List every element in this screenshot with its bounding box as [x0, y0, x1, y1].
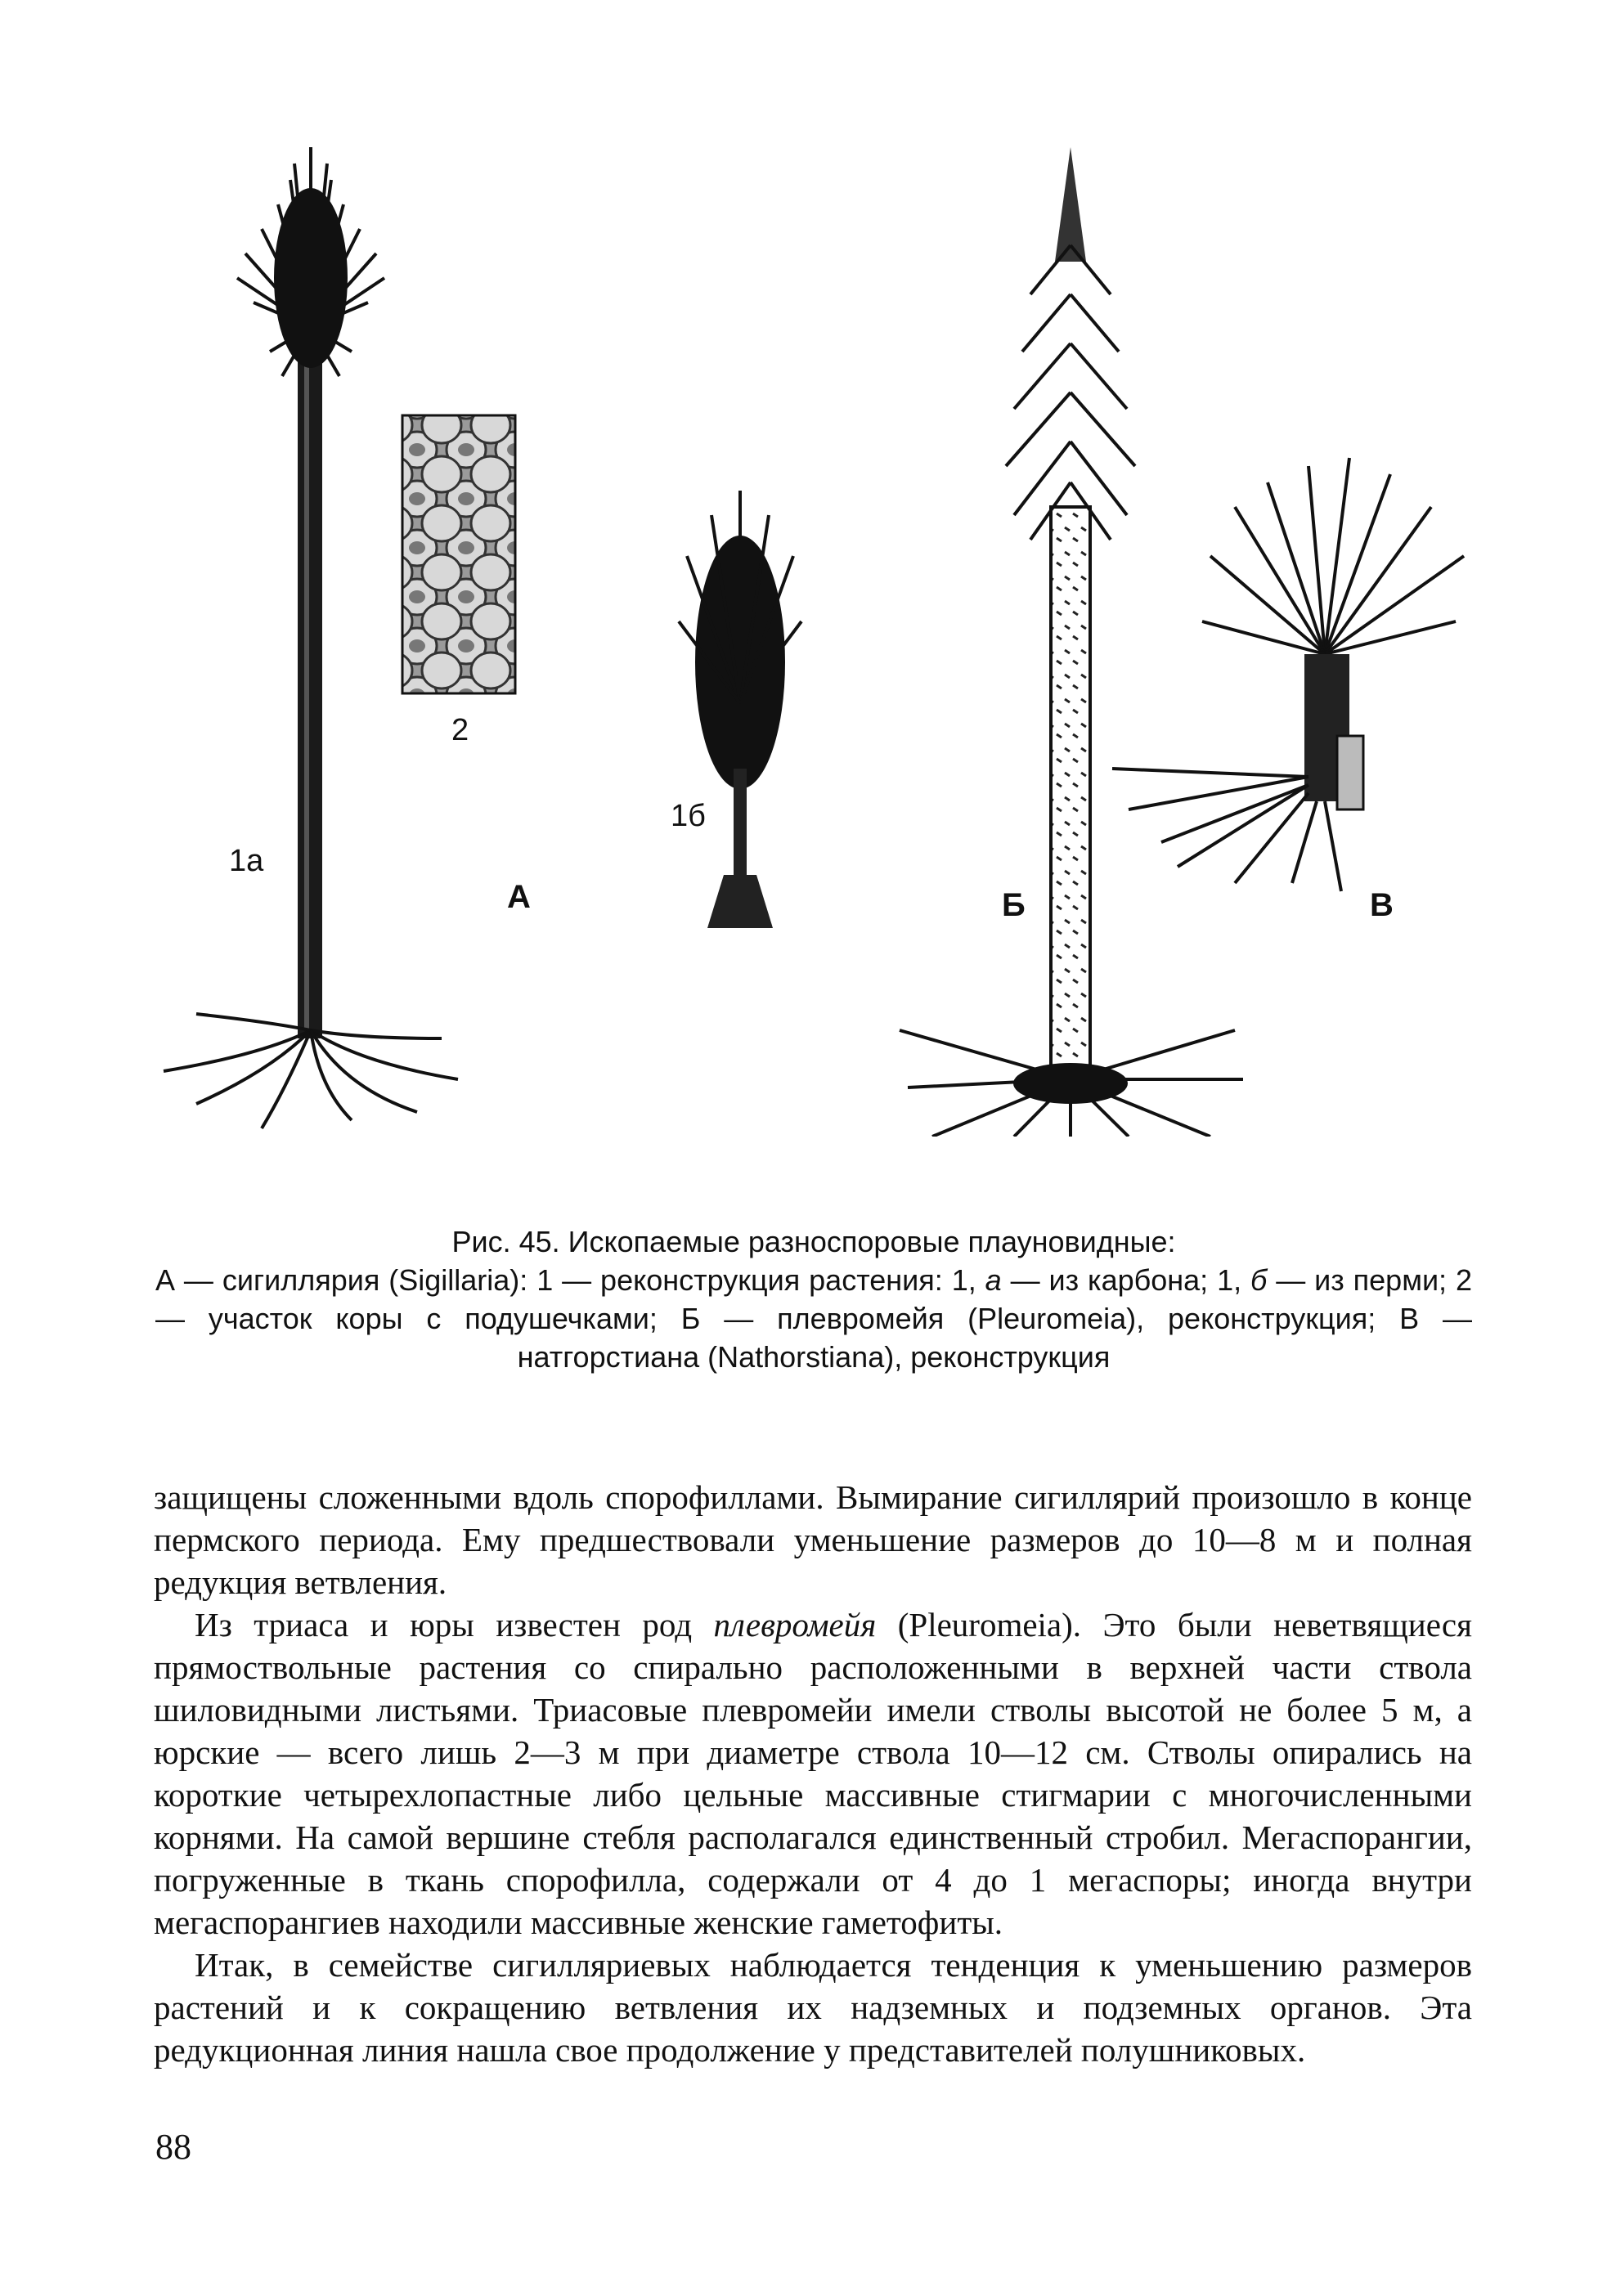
paragraph-1: защищены сложенными вдоль спорофиллами. Вымирание сигиллярий произошло в конце пермского периода. Ему предшествовали уменьшение размеров до 10—8 м и полная редукция ветвления. [154, 1478, 1472, 1601]
caption-part: — из перми; 2 — участок коры с подушечками; Б — плевромейя (Pleuromeia), реконструкция; В — натгорстиана (Nathorstiana), реконструкция [155, 1263, 1473, 1374]
caption-part: — из карбона; 1, [1001, 1263, 1251, 1297]
caption-part: А — сигиллярия (Sigillaria): 1 — реконструкция растения: 1, [155, 1263, 985, 1297]
paragraph-3: Итак, в семействе сигилляриевых наблюдается тенденция к уменьшению размеров растений и к сокращению ветвления их надземных и подземных органов. Эта редукционная линия нашла свое продолжение у представителей полушниковых. [154, 1946, 1472, 2069]
label-1a: 1а [229, 844, 264, 878]
label-2: 2 [451, 713, 469, 747]
sigillaria-small-illustration [671, 491, 801, 928]
label-b: Б [1002, 887, 1026, 923]
genus-name-italic: плевромейя [713, 1606, 877, 1644]
bark-sample-illustration [402, 415, 515, 747]
nathorstiana-illustration [1112, 458, 1464, 923]
figure-fossil-lycopods [147, 131, 1488, 1137]
paragraph-2-rest: (Pleuromeia). Это были неветвящиеся прямоствольные растения со спирально расположенными в верхней части ствола шиловидными листьями. Триасовые плевромейи имели стволы высотой не более 5 м, а юрские — всего лишь 2—3 м при диаметре ствола 10—12 см. Стволы опирались на короткие четырехлопастные либо цельные массивные стигмарии с многочисленными корнями. На самой вершине стебля располагался единственный стробил. Мегаспорангии, погруженные в ткань спорофилла, содержали от 4 до 1 мегаспоры; иногда внутри мегаспорангиев находили массивные женские гаметофиты. [154, 1606, 1472, 1941]
paragraph-2 [154, 1603, 1472, 1944]
page-number: 88 [155, 2127, 191, 2167]
label-a: А [507, 879, 531, 915]
label-1b: 1б [671, 799, 706, 833]
label-v: В [1370, 887, 1394, 923]
pleuromeia-illustration [900, 147, 1243, 1137]
caption-part-italic: а [985, 1263, 1002, 1297]
caption-part-italic: б [1250, 1263, 1268, 1297]
body-text [154, 1476, 1472, 2071]
paragraph-2-start: Из триаса и юры известен род [195, 1606, 714, 1644]
figure-caption [155, 1222, 1472, 1376]
caption-body [155, 1261, 1472, 1376]
caption-title: Рис. 45. Ископаемые разноспоровые плауновидные: [451, 1225, 1176, 1258]
